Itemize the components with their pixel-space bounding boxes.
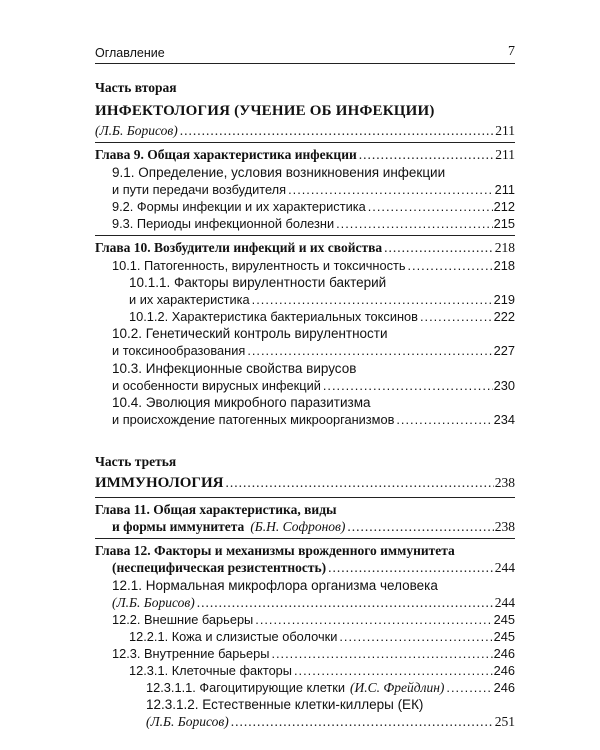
toc-entry-10-4: 10.4. Эволюция микробного паразитизма [112,395,371,410]
toc-entry[interactable]: и пути передачи возбудителя ..... 211 [112,182,515,198]
toc-entry[interactable]: и особенности вирусных инфекций ..... 230 [112,378,515,394]
part2-label: Часть вторая [95,80,177,95]
toc-entry-12-1: 12.1. Нормальная микрофлора организма человека [112,578,438,593]
toc-entry[interactable]: (Л.Б. Борисов) ..... 211 [95,123,515,139]
section-rule [95,142,515,143]
section-rule [95,538,515,539]
toc-entry-10-3: 10.3. Инфекционные свойства вирусов [112,361,357,376]
toc-entry[interactable]: и происхождение патогенных микроорганизмов ..... 234 [112,412,515,428]
part3-label: Часть третья [95,454,177,469]
toc-entry-12-3-1-2: 12.3.1.2. Естественные клетки-киллеры (ЕК) [146,697,424,712]
toc-entry-12-3-1-1[interactable]: 12.3.1.1. Фагоцитирующие клетки (И.С. Фрейдлин) ..... 246 [146,680,515,696]
toc-entry-12-3[interactable]: 12.3. Внутренние барьеры ..... 246 [112,646,515,662]
toc-entry-9-3[interactable]: 9.3. Периоды инфекционной болезни ..... 215 [112,216,515,232]
toc-entry[interactable]: (неспецифическая резистентность) ..... 244 [112,560,515,576]
section-rule [95,235,515,236]
toc-entry[interactable]: и токсинообразования ..... 227 [112,343,515,359]
section-rule [95,497,515,498]
part2-title: ИНФЕКТОЛОГИЯ (УЧЕНИЕ ОБ ИНФЕКЦИИ) [95,103,435,119]
toc-entry-12-2[interactable]: 12.2. Внешние барьеры ..... 245 [112,612,515,628]
page-number: 7 [508,44,515,59]
running-header [95,44,515,60]
toc-entry[interactable]: (Л.Б. Борисов) ..... 244 [112,595,515,611]
toc-part3-title[interactable]: ИММУНОЛОГИЯ ..... 238 [95,475,515,491]
toc-entry[interactable]: и формы иммунитета (Б.Н. Софронов) ..... 238 [112,519,515,535]
toc-entry-10-1-2[interactable]: 10.1.2. Характеристика бактериальных токсинов ..... 222 [129,309,515,325]
toc-chapter-9[interactable]: Глава 9. Общая характеристика инфекции ..... 211 [95,147,515,163]
toc-entry[interactable]: и их характеристика ..... 219 [129,292,515,308]
header-title: Оглавление [95,46,165,60]
toc-entry-12-3-1[interactable]: 12.3.1. Клеточные факторы ..... 246 [129,663,515,679]
toc-entry-9-2[interactable]: 9.2. Формы инфекции и их характеристика ..... 212 [112,199,515,215]
toc-chapter-11: Глава 11. Общая характеристика, виды [95,502,337,517]
toc-entry[interactable]: (Л.Б. Борисов) ..... 251 [146,714,515,730]
toc-entry-10-1-1: 10.1.1. Факторы вирулентности бактерий [129,275,387,290]
toc-entry-10-1[interactable]: 10.1. Патогенность, вирулентность и токсичность ..... 218 [112,258,515,274]
toc-chapter-12: Глава 12. Факторы и механизмы врожденного иммунитета [95,543,455,558]
toc-entry-12-2-1[interactable]: 12.2.1. Кожа и слизистые оболочки ..... 245 [129,629,515,645]
toc-entry-10-2: 10.2. Генетический контроль вирулентности [112,326,388,341]
toc-chapter-10[interactable]: Глава 10. Возбудители инфекций и их свойства ..... 218 [95,240,515,256]
toc-entry-9-1: 9.1. Определение, условия возникновения инфекции [112,165,446,180]
header-rule [95,63,515,64]
